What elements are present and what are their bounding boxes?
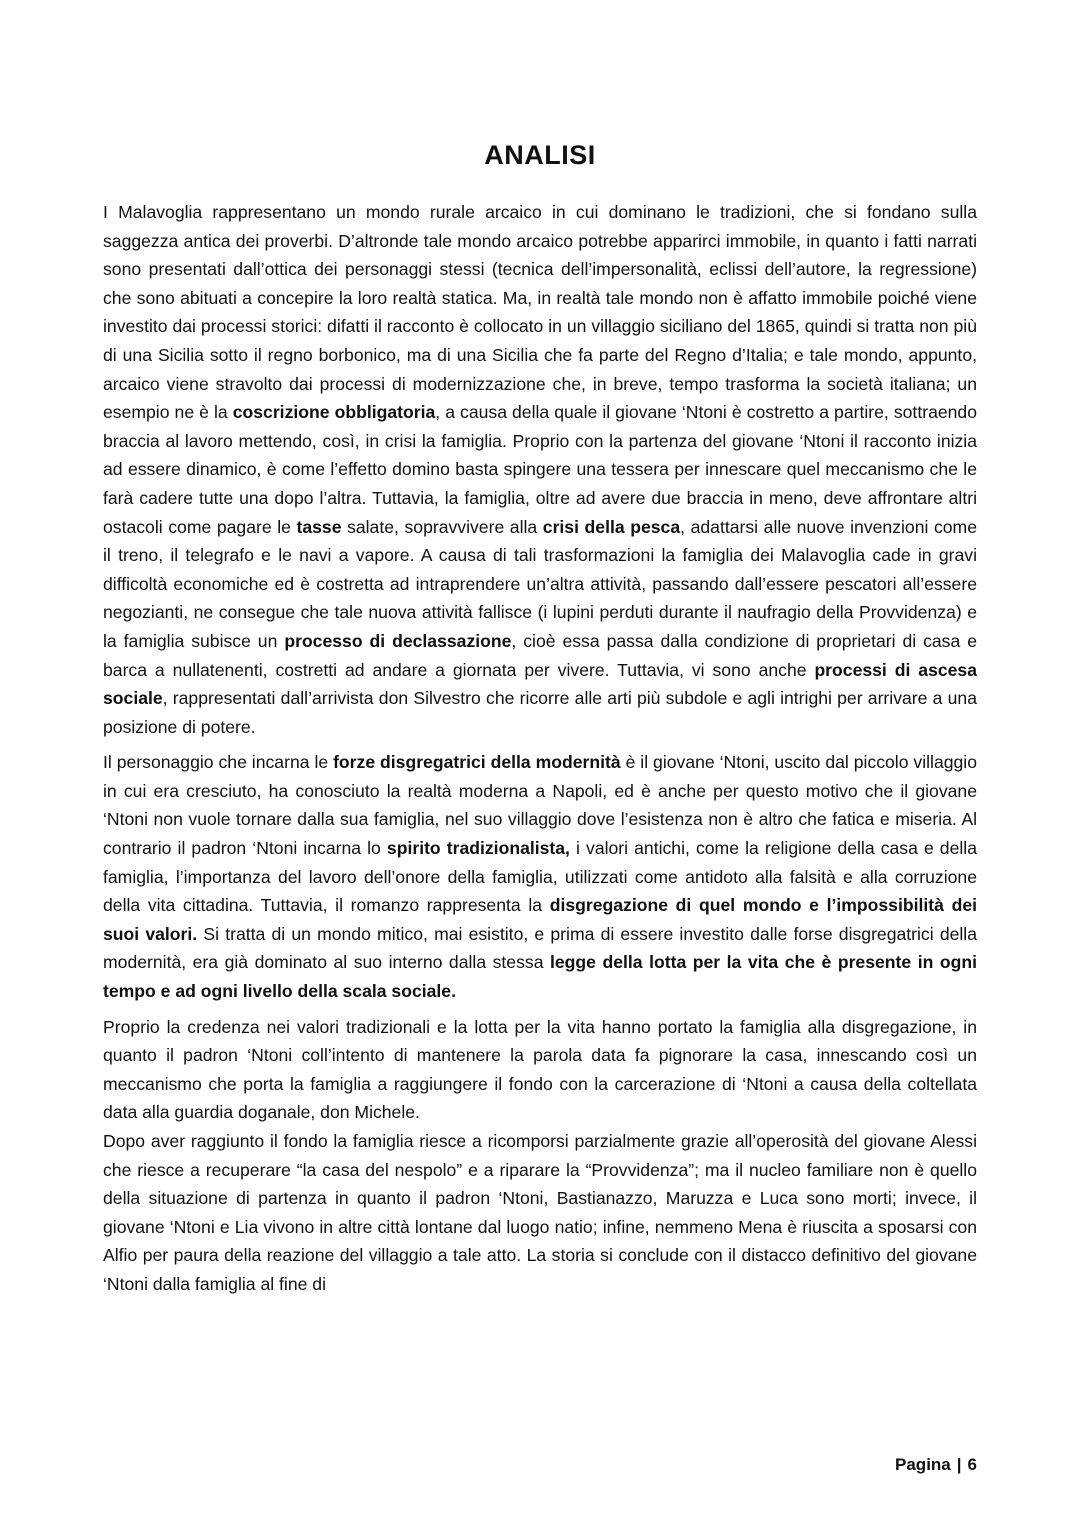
- bold-term: coscrizione obbligatoria: [232, 402, 436, 423]
- document-body: [103, 198, 977, 1299]
- page-number: 6: [967, 1455, 977, 1474]
- paragraph: Il personaggio che incarna le forze disgregatrici della modernità è il giovane ‘Ntoni, uscito dal piccolo villaggio in cui era cresciuto, ha conosciuto la realtà moderna a Napoli, ed è anche per questo motivo che il giovane ‘Ntoni non vuole tornare dalla sua famiglia, nel suo villaggio dove l’esistenza non è altro che fatica e miseria. Al contrario il padron ‘Ntoni incarna lo spirito tradizionalista, i valori antichi, come la religione della casa e della famiglia, l’importanza del lavoro dell’onore della famiglia, utilizzati come antidoto alla falsità e alla corruzione della vita cittadina. Tuttavia, il romanzo rappresenta la disgregazione di quel mondo e l’impossibilità dei suoi valori. Si tratta di un mondo mitico, mai esistito, e prima di essere investito dalle forse disgregatrici della modernità, era già dominato al suo interno dalla stessa legge della lotta per la vita che è presente in ogni tempo e ad ogni livello della scala sociale.: [103, 752, 978, 1002]
- bold-term: tasse: [296, 516, 342, 537]
- paragraph: Dopo aver raggiunto il fondo la famiglia riesce a ricomporsi parzialmente grazie all’operosità del giovane Alessi che riesce a recuperare “la casa del nespolo” e a riparare la “Provvidenza”; ma il nucleo familiare non è quello della situazione di partenza in quanto il padron ‘Ntoni, Bastianazzo, Maruzza e Luca sono morti; invece, il giovane ‘Ntoni e Lia vivono in altre città lontane dal luogo natio; infine, nemmeno Mena è riuscita a sposarsi con Alfio per paura della reazione del villaggio a tale atto. La storia si conclude con il distacco definitivo del giovane ‘Ntoni dalla famiglia al fine di: [103, 1131, 977, 1294]
- bold-term: disgregazione di quel mondo e l’impossibilità dei suoi valori.: [103, 895, 978, 944]
- paragraph: Proprio la credenza nei valori tradizionali e la lotta per la vita hanno portato la famiglia alla disgregazione, in quanto il padron ‘Ntoni coll’intento di mantenere la parola data fa pignorare la casa, innescando così un meccanismo che porta la famiglia a raggiungere il fondo con la carcerazione di ‘Ntoni a causa della coltellata data alla guardia doganale, don Michele.: [103, 1016, 977, 1123]
- page-separator: |: [956, 1455, 962, 1474]
- paragraph: I Malavoglia rappresentano un mondo rurale arcaico in cui dominano le tradizioni, che si fondano sulla saggezza antica dei proverbi. D’altronde tale mondo arcaico potrebbe apparirci immobile, in quanto i fatti narrati sono presentati dall’ottica dei personaggi stessi (tecnica dell’impersonalità, eclissi dell’autore, la regressione) che sono abituati a concepire la loro realtà statica. Ma, in realtà tale mondo non è affatto immobile poiché viene investito dai processi storici: difatti il racconto è collocato in un villaggio siciliano del 1865, quindi si tratta non più di una Sicilia sotto il regno borbonico, ma di una Sicilia che fa parte del Regno d’Italia; e tale mondo, appunto, arcaico viene stravolto dai processi di modernizzazione che, in breve, tempo trasforma la società italiana; un esempio ne è la coscrizione obbligatoria, a causa della quale il giovane ‘Ntoni è costretto a partire, sottraendo braccia al lavoro mettendo, così, in crisi la famiglia. Proprio con la partenza del giovane ‘Ntoni il racconto inizia ad essere dinamico, è come l’effetto domino basta spingere una tessera per innescare quel meccanismo che le farà cadere tutte una dopo l’altra. Tuttavia, la famiglia, oltre ad avere due braccia in meno, deve affrontare altri ostacoli come pagare le tasse salate, sopravvivere alla crisi della pesca, adattarsi alle nuove invenzioni come il treno, il telegrafo e le navi a vapore. A causa di tali trasformazioni la famiglia dei Malavoglia cade in gravi difficoltà economiche ed è costretta ad intraprendere un’altra attività, passando dall’essere pescatori all’essere negozianti, ne consegue che tale nuova attività fallisce (i lupini perduti durante il naufragio della Provvidenza) e la famiglia subisce un processo di declassazione, cioè essa passa dalla condizione di proprietari di casa e barca a nullatenenti, costretti ad andare a giornata per vivere. Tuttavia, vi sono anche processi di ascesa sociale, rappresentati dall’arrivista don Silvestro che ricorre alle arti più subdole e agli intrighi per arrivare a una posizione di potere.: [103, 202, 977, 737]
- bold-term: processi di ascesa sociale: [103, 659, 977, 709]
- page-label: Pagina: [895, 1455, 951, 1474]
- bold-term: forze disgregatrici della modernità: [333, 752, 621, 773]
- bold-term: crisi della pesca: [542, 516, 681, 537]
- page-title: ANALISI: [484, 140, 596, 170]
- bold-term: spirito tradizionalista,: [386, 838, 570, 859]
- page-footer: [895, 1455, 977, 1475]
- bold-term: processo di declassazione: [284, 630, 512, 651]
- bold-term: legge della lotta per la vita che è presente in ogni tempo e ad ogni livello della scala sociale.: [103, 952, 977, 1002]
